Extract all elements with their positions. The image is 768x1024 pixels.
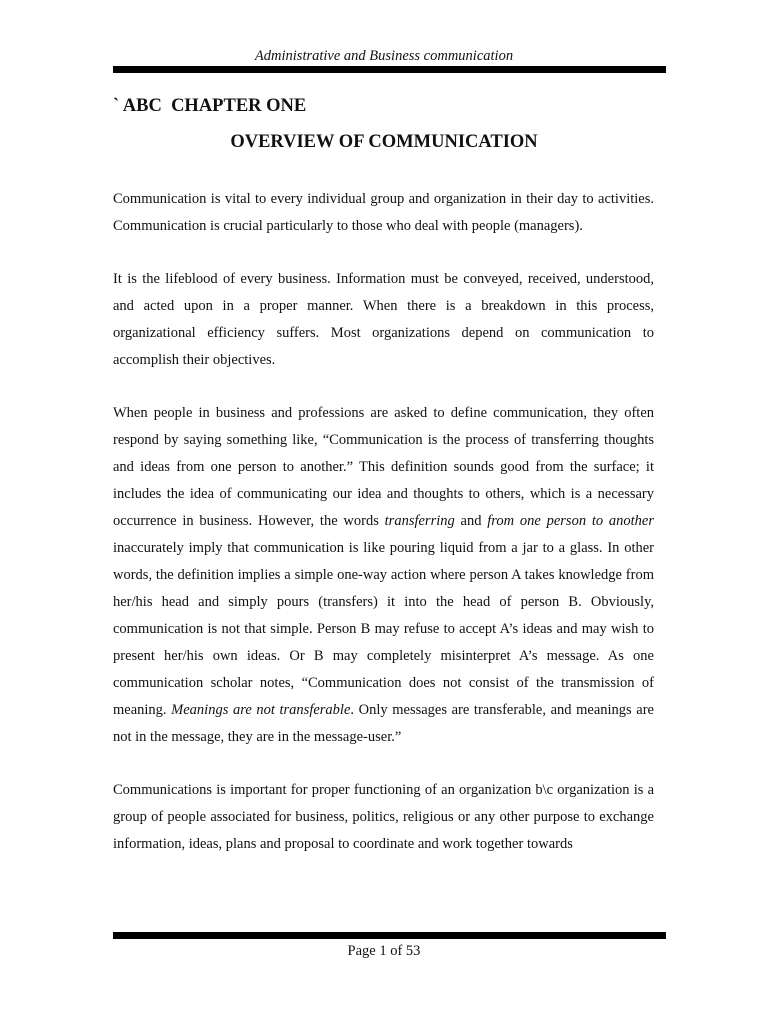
paragraph-3-emphasis: from one person to another [487,513,655,529]
paragraph-4: Communications is important for proper functioning of an organization b\c organization is a group of people associated for business, politics, religious or any other purpose to exchange information, ideas, plans and proposal to coordinate and work together towards [113,782,654,852]
header-rule [113,66,666,73]
page-number: Page 1 of 53 [347,943,421,959]
running-header-title: Administrative and Business communication [254,48,514,64]
paragraph-3 [113,400,654,751]
paragraph-2: It is the lifeblood of every business. Information must be conveyed, received, understood, and acted upon in a proper manner. When there is a breakdown in this process, organizational efficiency suffers. Most organizations depend on communication to accomplish their objectives. [113,271,654,368]
footer-rule [113,932,666,939]
paragraph-1: Communication is vital to every individual group and organization in their day to activities. Communication is crucial particularly to those who deal with people (managers). [113,191,654,234]
paragraph-3-text: and [454,513,488,529]
paragraph-3-text: When people in business and professions are asked to define communication, they often respond by saying something like, “Communication is the process of transferring thoughts and ideas from one person to another.” This definition sounds good from the surface; it includes the idea of communicating our idea and thoughts to others, which is a necessary occurrence in business. However, the words [113,405,654,529]
body-text [113,186,654,884]
paragraph-3-emphasis: Meanings are not transferable [171,702,351,718]
chapter-label: ` ABC CHAPTER ONE [113,96,307,116]
chapter-title: OVERVIEW OF COMMUNICATION [230,132,538,152]
paragraph-3-emphasis: transferring [384,513,455,529]
paragraph-3-text: . Only messages are transferable, and meanings are not in the message, they are in the message-user.” [113,702,654,745]
paragraph-3-text: inaccurately imply that communication is like pouring liquid from a jar to a glass. In other words, the definition implies a simple one-way action where person A takes knowledge from her/his head and simply pours (transfers) it into the head of person B. Obviously, communication is not that simple. Person B may refuse to accept A’s ideas and may wish to present her/his own ideas. Or B may completely misinterpret A’s message. As one communication scholar notes, “Communication does not consist of the transmission of meaning. [113,540,654,718]
